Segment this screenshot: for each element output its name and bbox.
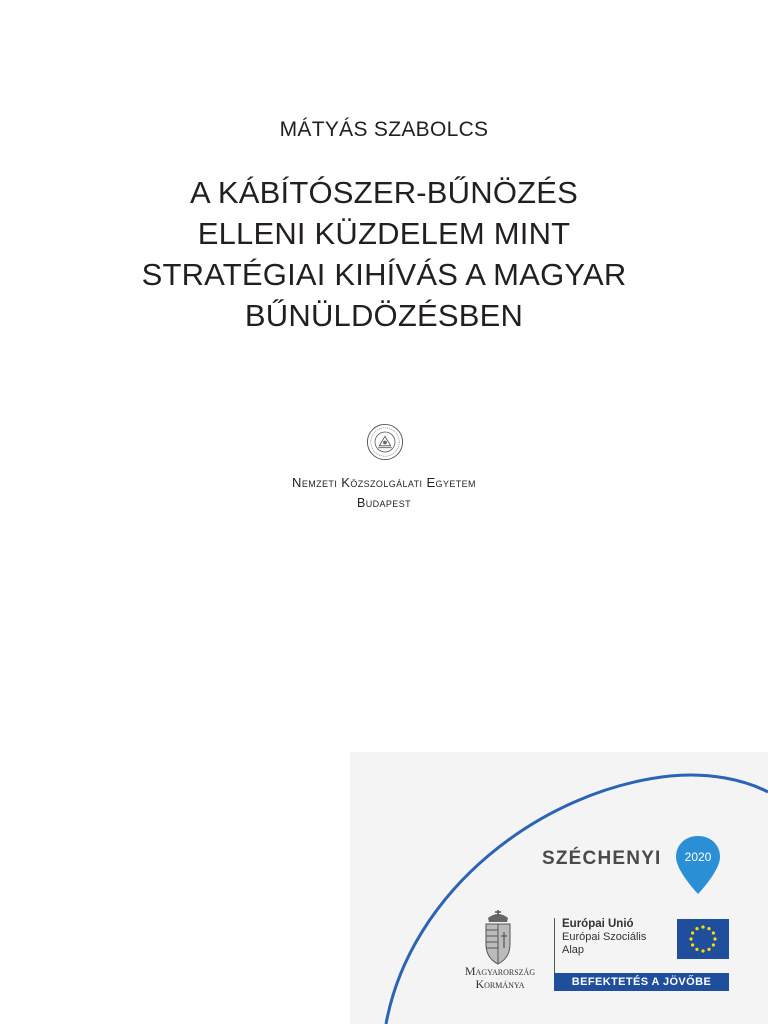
funding-logo-panel [350, 752, 768, 1024]
title-line: ELLENI KÜZDELEM MINT [197, 216, 571, 251]
invest-in-future-banner: BEFEKTETÉS A JÖVŐBE [554, 973, 729, 991]
title-line: A KÁBÍTÓSZER-BŰNÖZÉS [189, 175, 579, 210]
eu-title: Európai Unió [562, 918, 634, 930]
eu-fund-line: Alap [562, 944, 585, 956]
book-title [0, 172, 768, 336]
author-name: MÁTYÁS SZABOLCS [279, 118, 489, 141]
eu-flag-icon [677, 919, 729, 959]
university-seal-icon [366, 423, 404, 461]
title-line: BŰNÜLDÖZÉSBEN [244, 298, 524, 333]
publisher-name: Nemzeti Közszolgálati Egyetem [292, 475, 476, 490]
eu-fund-line: Európai Szociális [562, 931, 647, 943]
publisher [0, 473, 768, 513]
publisher-city: Budapest [356, 496, 412, 510]
szechenyi-pin-icon [674, 834, 722, 896]
szechenyi-year: 2020 [684, 850, 712, 864]
government-line: Kormánya [475, 977, 525, 991]
government-line: Magyarország [464, 964, 536, 978]
government-logo-text [446, 965, 554, 991]
title-line: STRATÉGIAI KIHÍVÁS A MAGYAR [141, 257, 627, 292]
eu-fund-text [554, 918, 646, 976]
hungarian-coat-of-arms-icon [478, 908, 518, 968]
szechenyi-logo-text: SZÉCHENYI [542, 848, 662, 869]
